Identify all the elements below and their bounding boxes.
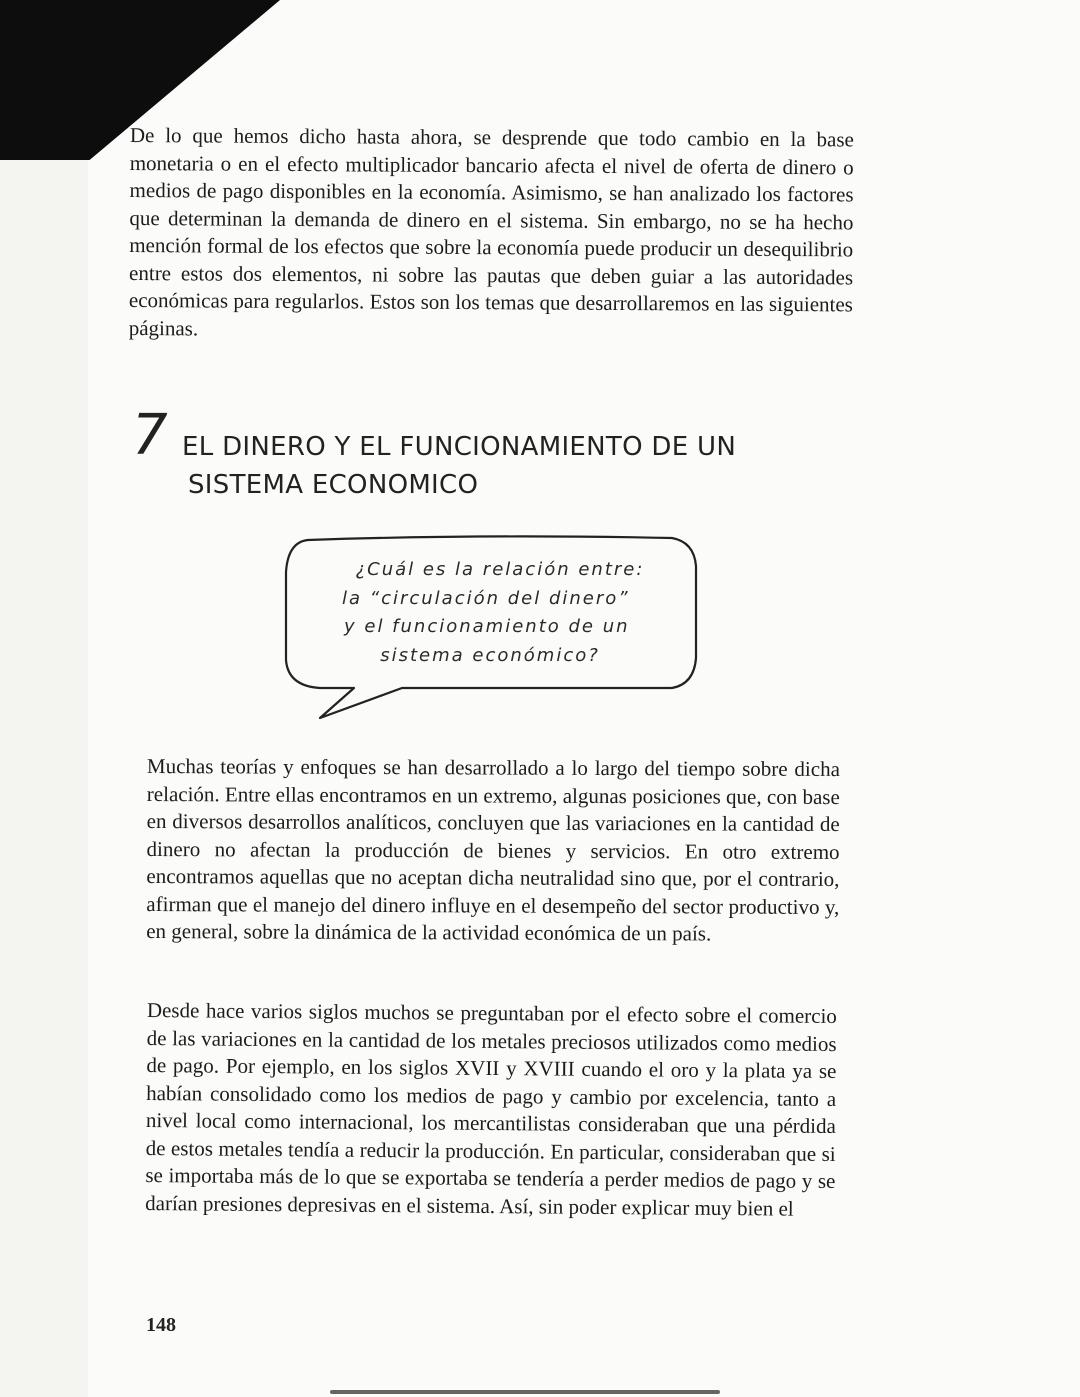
intro-paragraph: De lo que hemos dicho hasta ahora, se desprende que todo cambio en la base monetaria o en el efecto multiplicador bancario afecta el nivel de oferta de dinero o medios de pago disponibles en la economía. Asimismo, se han analizado los factores que determinan la demanda de dinero en el sistema. Sin embargo, no se ha hecho mención formal de los efectos que sobre la economía puede producir un desequilibrio entre estos dos elementos, ni sobre las pautas que deben guiar a las autoridades económicas para regularlos. Estos son los temas que desarrollaremos en las siguientes páginas. — [128, 122, 854, 340]
section-title-line-2: SISTEMA ECONOMICO — [188, 470, 479, 500]
speech-bubble-text — [300, 556, 680, 670]
page-bottom-edge — [330, 1390, 720, 1394]
bubble-line-2: la “circulación del dinero” — [342, 587, 630, 609]
body-paragraph-2: Muchas teorías y enfoques se han desarrollado a lo largo del tiempo sobre dicha relación. Entre ellas encontramos en un extremo, algunas posiciones que, con base en diversos desarrollos analíticos, concluyen que las variaciones en la cantidad de dinero no afectan la producción de bienes y servicios. En otro extremo encontramos aquellas que no aceptan dicha neutralidad sino que, por el contrario, afirman que el manejo del dinero influye en el desempeño del sector productivo y, en general, sobre la dinámica de la actividad económica de un país. — [146, 754, 840, 946]
page-margin-shadow — [0, 0, 88, 1397]
body-paragraph-3: Desde hace varios siglos muchos se preguntaban por el efecto sobre el comercio de las variaciones en la cantidad de los metales preciosos utilizados como medios de pago. Por ejemplo, en los siglos XVII y XVIII cuando el oro y la plata ya se habían consolidado como los medios de pago y cambio por excelencia, tanto a nivel local como internacional, los mercantilistas consideraban que una pérdida de estos metales tendía a reducir la producción. En particular, consideraban que si se importaba más de lo que se exportaba se tendería a perder medios de pago y se darían presiones depresivas en el sistema. Así, sin poder explicar muy bien el — [145, 997, 837, 1221]
bubble-line-4: sistema económico? — [380, 644, 600, 666]
bubble-line-3: y el funcionamiento de un — [344, 616, 630, 637]
section-title — [182, 428, 736, 504]
section-number: 7 — [132, 403, 168, 468]
page-number: 148 — [146, 1314, 176, 1336]
bubble-line-1: ¿Cuál es la relación entre: — [355, 559, 645, 580]
section-title-line-1: EL DINERO Y EL FUNCIONAMIENTO DE UN — [182, 432, 737, 462]
